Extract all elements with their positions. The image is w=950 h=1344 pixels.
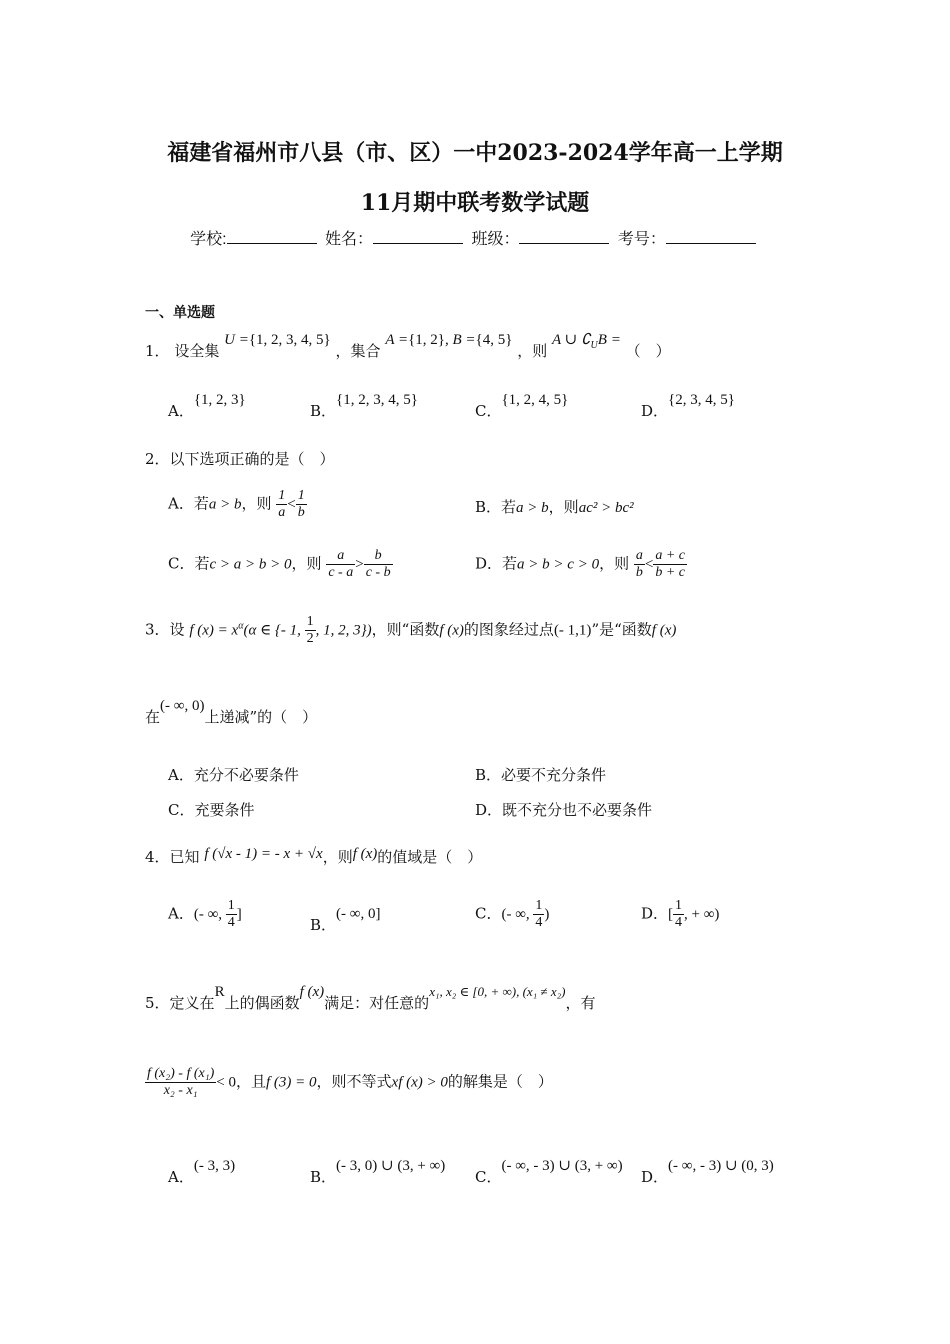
question-3: 3．设 f $(x) = x^\alpha(\alpha$ ∈ {- 1, $\frac{1}{2}$ , 1, 2, 3})，则“函数f (x)的图象经过点(- 1,1)”是“函数f (x) <box>145 614 677 646</box>
q3-option-d[interactable]: D．既不充分也不必要条件 <box>475 801 653 819</box>
q1-option-b[interactable]: B．{1, 2, 3, 4, 5} <box>310 392 418 420</box>
question-5-line-2: $\frac{\text{f (x₂) - f (x₁)}}{\text{x₂ - x₁}}$ < 0，且f (3) = 0，则不等式xf (x) > 0的解集是（ ） <box>147 1066 553 1098</box>
question-1 <box>145 332 671 363</box>
title-line-1: 福建省福州市八县（市、区）一中2023-2024学年高一上学期 <box>167 140 783 166</box>
q2d-frac-1: $\frac{a}{b}$ <box>635 548 643 580</box>
question-4: 4．已知 f (√x - 1) = - x + √x，则f (x)的值域是（ ） <box>145 846 483 866</box>
number-label: 考号： <box>617 231 666 248</box>
q5-option-d[interactable]: D．(- ∞, - 3) ∪ (0, 3) <box>641 1158 774 1186</box>
q1-text-2: ，集合 <box>335 342 381 360</box>
q5-frac: $\frac{\text{f (x₂) - f (x₁)}}{\text{x₂ - x₁}}$ <box>147 1066 215 1098</box>
student-info-line <box>0 226 950 249</box>
name-blank <box>373 229 463 244</box>
q2-number: 2． <box>145 450 170 468</box>
q1-math-a: A = <box>385 332 409 348</box>
q2-option-d[interactable]: D．若a > b > c > 0，则 $\frac{a}{b}$ < $\frac{a + c}{b + c}$ <box>475 548 686 580</box>
q1-text-1: 设全集 <box>174 342 220 360</box>
q1-math-sub: U <box>590 340 598 351</box>
q4-option-a[interactable]: A．(- ∞, $\frac{1}{4}$ ] <box>168 898 242 930</box>
question-3-line-2: 在(- ∞, 0)上递减”的（ ） <box>145 698 318 726</box>
q5-option-c[interactable]: C．(- ∞, - 3) ∪ (3, + ∞) <box>475 1158 623 1186</box>
q2a-frac-1: $\frac{1}{a}$ <box>278 488 286 520</box>
q2d-frac-2: $\frac{a + c}{b + c}$ <box>655 548 686 580</box>
q1-number: 1． <box>145 342 170 360</box>
q2-option-c[interactable]: C．若c > a > b > 0，则 $\frac{a}{c - a}$ > $\frac{b}{c - b}$ <box>168 548 391 580</box>
school-blank <box>227 229 317 244</box>
q2-text: 以下选项正确的是（ ） <box>169 450 335 468</box>
q2c-frac-2: $\frac{b}{c - b}$ <box>365 548 391 580</box>
q1-set-u: {1, 2, 3, 4, 5} <box>248 332 331 348</box>
name-label: 姓名： <box>324 231 373 248</box>
q5-option-b[interactable]: B．(- 3, 0) ∪ (3, + ∞) <box>310 1158 446 1186</box>
q1-paren: （ ） <box>625 342 671 360</box>
q3-func: f (x) = x <box>189 622 239 639</box>
question-2 <box>145 448 335 469</box>
q3-option-b[interactable]: B．必要不充分条件 <box>475 766 607 784</box>
q1-math-b: , B = <box>445 332 476 348</box>
class-blank <box>519 229 609 244</box>
class-label: 班级： <box>471 231 520 248</box>
q1-math-u: U = <box>224 332 249 348</box>
q2-option-b[interactable]: B．若a > b，则ac² > bc² <box>475 498 634 516</box>
q4-option-b[interactable]: B．(- ∞, 0] <box>310 906 381 934</box>
q1-set-b: {4, 5} <box>475 332 513 348</box>
q3-option-a[interactable]: A．充分不必要条件 <box>168 766 299 784</box>
title-line-2: 11月期中联考数学试题 <box>360 190 590 216</box>
q2a-frac-2: $\frac{1}{b}$ <box>297 488 305 520</box>
q2c-frac-1: $\frac{a}{c - a}$ <box>328 548 354 580</box>
number-blank <box>666 229 756 244</box>
q1-text-3: ，则 <box>517 342 548 360</box>
section-title: 一、单选题 <box>145 305 215 321</box>
q1-set-a: {1, 2} <box>408 332 445 348</box>
q2-option-a[interactable]: A．若a > b，则 $\frac{1}{a}$ < $\frac{1}{b}$ <box>168 488 305 520</box>
q4-option-c[interactable]: C．(- ∞, $\frac{1}{4}$ ) <box>475 898 550 930</box>
q5-option-a[interactable]: A．(- 3, 3) <box>168 1158 236 1186</box>
q4-func: f (√x - 1) = - x + √x <box>204 846 323 862</box>
school-label: 学校: <box>190 231 227 248</box>
q4-option-d[interactable]: D．[ $\frac{1}{4}$ , + ∞) <box>641 898 720 930</box>
q1-option-c[interactable]: C．{1, 2, 4, 5} <box>475 392 569 420</box>
q3-frac: $\frac{1}{2}$ <box>306 614 314 646</box>
q1-option-d[interactable]: D．{2, 3, 4, 5} <box>641 392 735 420</box>
question-5: 5．定义在R上的偶函数f (x)满足：对任意的x₁, x₂ ∈ [0, + ∞), (x₁ ≠ x₂)，有 <box>145 984 596 1012</box>
q1-math-expr2: B = <box>597 332 621 348</box>
q3-option-c[interactable]: C．充要条件 <box>168 801 255 819</box>
q1-math-expr: A ∪ ∁ <box>552 332 591 348</box>
q1-option-a[interactable]: A．{1, 2, 3} <box>168 392 246 420</box>
